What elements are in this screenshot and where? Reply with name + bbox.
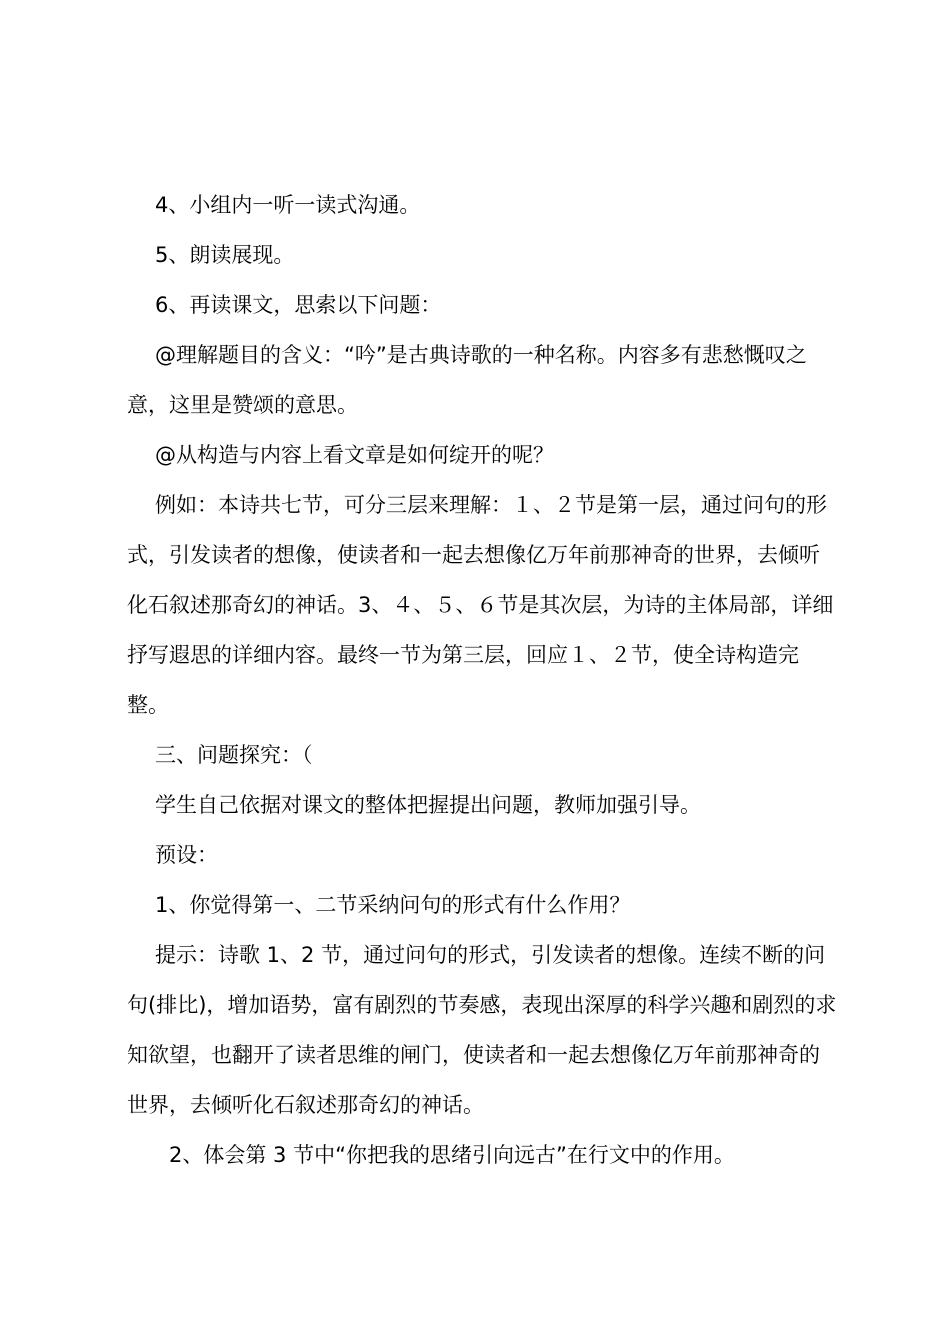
section-heading-problem-exploration: 三、问题探究：（ — [155, 743, 313, 767]
paragraph-step-6: 6、再读课文，思索以下问题： — [155, 293, 442, 317]
paragraph-structure-example: 例如：本诗共七节，可分三层来理解：１、２节是第一层，通过问句的形式，引发读者的想像，使读者和一起去想像亿万年前那神奇的世界，去倾听化石叙述那奇幻的神话。3、４、５、６节是其次层，为诗的主体局部，详细抒写遐思的详细内容。最终一节为第三层，回应１、２节，使全诗构造完整。 — [127, 493, 834, 717]
paragraph-student-questions: 学生自己依据对课文的整体把握提出问题，教师加强引导。 — [155, 793, 701, 817]
paragraph-question-2: 2、体会第 3 节中“你把我的思绪引向远古”在行文中的作用。 — [169, 1143, 735, 1167]
paragraph-structure-question: @从构造与内容上看文章是如何绽开的呢？ — [155, 443, 554, 467]
paragraph-step-4: 4、小组内一听一读式沟通。 — [155, 193, 421, 217]
paragraph-step-5: 5、朗读展现。 — [155, 243, 295, 267]
paragraph-question-1: 1、你觉得第一、二节采纳问句的形式有什么作用？ — [155, 893, 631, 917]
paragraph-hint: 提示：诗歌 1、2 节，通过问句的形式，引发读者的想像。连续不断的问句(排比)，增加语势，富有剧烈的节奏感，表现出深厚的科学兴趣和剧烈的求知欲望，也翻开了读者思维的闸门，使读者和一起去想像亿万年前那神奇的世界，去倾听化石叙述那奇幻的神话。 — [127, 943, 837, 1117]
document-body — [127, 180, 837, 1180]
paragraph-title-meaning: @理解题目的含义：“吟”是古典诗歌的一种名称。内容多有悲愁慨叹之意，这里是赞颂的意思。 — [127, 343, 807, 417]
paragraph-preset-label: 预设： — [155, 843, 218, 867]
